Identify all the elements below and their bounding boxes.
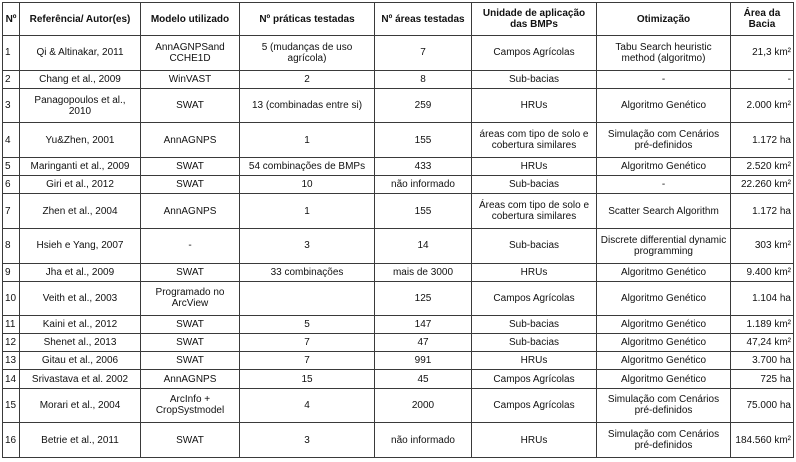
cell-optimization: Scatter Search Algorithm — [597, 194, 731, 229]
cell-practices: 13 (combinadas entre si) — [240, 88, 375, 123]
cell-reference: Shenet al., 2013 — [20, 334, 141, 352]
cell-optimization: - — [597, 70, 731, 88]
table-row — [3, 352, 794, 370]
cell-reference: Zhen et al., 2004 — [20, 194, 141, 229]
cell-model: ArcInfo + CropSystmodel — [141, 388, 240, 423]
cell-areas: não informado — [375, 423, 472, 458]
cell-practices: 1 — [240, 123, 375, 158]
table-row — [3, 70, 794, 88]
col-num-header: Nº — [3, 3, 20, 36]
cell-num: 2 — [3, 70, 20, 88]
table-row — [3, 423, 794, 458]
cell-basin-area: 725 ha — [731, 370, 794, 388]
table-row — [3, 158, 794, 176]
table-row — [3, 228, 794, 263]
cell-num: 15 — [3, 388, 20, 423]
cell-reference: Betrie et al., 2011 — [20, 423, 141, 458]
cell-practices: 1 — [240, 194, 375, 229]
bmp-studies-table — [2, 2, 794, 458]
col-practices-header: Nº práticas testadas — [240, 3, 375, 36]
cell-unit: Áreas com tipo de solo e cobertura similares — [472, 194, 597, 229]
cell-reference: Giri et al., 2012 — [20, 176, 141, 194]
table-row — [3, 123, 794, 158]
cell-basin-area: 3.700 ha — [731, 352, 794, 370]
cell-unit: Sub-bacias — [472, 316, 597, 334]
cell-unit: áreas com tipo de solo e cobertura similares — [472, 123, 597, 158]
cell-basin-area: 2.000 km² — [731, 88, 794, 123]
cell-areas: 14 — [375, 228, 472, 263]
table-row — [3, 370, 794, 388]
table-row — [3, 388, 794, 423]
cell-num: 1 — [3, 36, 20, 71]
cell-basin-area: 1.172 ha — [731, 123, 794, 158]
cell-num: 11 — [3, 316, 20, 334]
cell-model: SWAT — [141, 334, 240, 352]
cell-reference: Gitau et al., 2006 — [20, 352, 141, 370]
cell-areas: mais de 3000 — [375, 263, 472, 281]
cell-reference: Morari et al., 2004 — [20, 388, 141, 423]
table-row — [3, 36, 794, 71]
cell-unit: Sub-bacias — [472, 70, 597, 88]
cell-areas: 259 — [375, 88, 472, 123]
cell-unit: HRUs — [472, 158, 597, 176]
cell-unit: Campos Agrícolas — [472, 281, 597, 316]
cell-basin-area: 303 km² — [731, 228, 794, 263]
cell-optimization: Tabu Search heuristic method (algoritmo) — [597, 36, 731, 71]
cell-optimization: - — [597, 176, 731, 194]
cell-unit: HRUs — [472, 263, 597, 281]
cell-areas: 155 — [375, 194, 472, 229]
cell-unit: Campos Agrícolas — [472, 36, 597, 71]
cell-areas: 991 — [375, 352, 472, 370]
cell-model: SWAT — [141, 423, 240, 458]
table-row — [3, 316, 794, 334]
cell-num: 13 — [3, 352, 20, 370]
cell-optimization: Simulação com Cenários pré-definidos — [597, 388, 731, 423]
cell-basin-area: 1.104 ha — [731, 281, 794, 316]
cell-areas: 147 — [375, 316, 472, 334]
cell-num: 14 — [3, 370, 20, 388]
cell-unit: HRUs — [472, 352, 597, 370]
cell-basin-area: 22.260 km² — [731, 176, 794, 194]
table-row — [3, 176, 794, 194]
cell-reference: Hsieh e Yang, 2007 — [20, 228, 141, 263]
cell-areas: 8 — [375, 70, 472, 88]
col-optimization-header: Otimização — [597, 3, 731, 36]
cell-practices: 3 — [240, 423, 375, 458]
cell-model: Programado no ArcView — [141, 281, 240, 316]
cell-model: AnnAGNPS — [141, 194, 240, 229]
cell-unit: HRUs — [472, 88, 597, 123]
cell-num: 8 — [3, 228, 20, 263]
cell-optimization: Algoritmo Genético — [597, 334, 731, 352]
cell-reference: Panagopoulos et al., 2010 — [20, 88, 141, 123]
cell-model: SWAT — [141, 352, 240, 370]
cell-model: - — [141, 228, 240, 263]
cell-areas: 7 — [375, 36, 472, 71]
cell-num: 7 — [3, 194, 20, 229]
cell-optimization: Algoritmo Genético — [597, 281, 731, 316]
cell-practices — [240, 281, 375, 316]
cell-basin-area: 1.189 km² — [731, 316, 794, 334]
cell-practices: 33 combinações — [240, 263, 375, 281]
table-row — [3, 263, 794, 281]
cell-optimization: Algoritmo Genético — [597, 352, 731, 370]
col-reference-header: Referência/ Autor(es) — [20, 3, 141, 36]
cell-model: SWAT — [141, 88, 240, 123]
cell-areas: 2000 — [375, 388, 472, 423]
cell-areas: 45 — [375, 370, 472, 388]
cell-unit: Campos Agrícolas — [472, 370, 597, 388]
cell-reference: Yu&Zhen, 2001 — [20, 123, 141, 158]
cell-optimization: Algoritmo Genético — [597, 316, 731, 334]
table-row — [3, 194, 794, 229]
cell-practices: 15 — [240, 370, 375, 388]
cell-optimization: Algoritmo Genético — [597, 88, 731, 123]
cell-num: 5 — [3, 158, 20, 176]
cell-areas: 433 — [375, 158, 472, 176]
cell-unit: HRUs — [472, 423, 597, 458]
cell-num: 4 — [3, 123, 20, 158]
cell-model: SWAT — [141, 263, 240, 281]
cell-model: SWAT — [141, 316, 240, 334]
col-basin-area-header: Área da Bacia — [731, 3, 794, 36]
cell-practices: 3 — [240, 228, 375, 263]
table-row — [3, 281, 794, 316]
cell-model: SWAT — [141, 176, 240, 194]
cell-model: AnnAGNPS — [141, 370, 240, 388]
cell-areas: não informado — [375, 176, 472, 194]
cell-practices: 5 (mudanças de uso agrícola) — [240, 36, 375, 71]
cell-basin-area: 2.520 km² — [731, 158, 794, 176]
cell-num: 3 — [3, 88, 20, 123]
cell-reference: Chang et al., 2009 — [20, 70, 141, 88]
cell-model: WinVAST — [141, 70, 240, 88]
cell-practices: 10 — [240, 176, 375, 194]
col-areas-header: Nº áreas testadas — [375, 3, 472, 36]
cell-practices: 2 — [240, 70, 375, 88]
cell-reference: Jha et al., 2009 — [20, 263, 141, 281]
cell-basin-area: 21,3 km² — [731, 36, 794, 71]
header-row — [3, 3, 794, 36]
col-model-header: Modelo utilizado — [141, 3, 240, 36]
cell-num: 6 — [3, 176, 20, 194]
cell-basin-area: 75.000 ha — [731, 388, 794, 423]
cell-model: AnnAGNPSand CCHE1D — [141, 36, 240, 71]
cell-basin-area: 9.400 km² — [731, 263, 794, 281]
table-row — [3, 88, 794, 123]
cell-unit: Sub-bacias — [472, 334, 597, 352]
cell-practices: 54 combinações de BMPs — [240, 158, 375, 176]
cell-optimization: Discrete differential dynamic programming — [597, 228, 731, 263]
cell-unit: Sub-bacias — [472, 176, 597, 194]
cell-optimization: Algoritmo Genético — [597, 370, 731, 388]
cell-optimization: Algoritmo Genético — [597, 158, 731, 176]
cell-practices: 7 — [240, 352, 375, 370]
cell-basin-area: 1.172 ha — [731, 194, 794, 229]
cell-model: SWAT — [141, 158, 240, 176]
cell-areas: 125 — [375, 281, 472, 316]
cell-areas: 155 — [375, 123, 472, 158]
cell-optimization: Simulação com Cenários pré-definidos — [597, 123, 731, 158]
cell-reference: Kaini et al., 2012 — [20, 316, 141, 334]
cell-practices: 7 — [240, 334, 375, 352]
cell-unit: Campos Agrícolas — [472, 388, 597, 423]
cell-reference: Srivastava et al. 2002 — [20, 370, 141, 388]
cell-optimization: Simulação com Cenários pré-definidos — [597, 423, 731, 458]
cell-areas: 47 — [375, 334, 472, 352]
cell-reference: Maringanti et al., 2009 — [20, 158, 141, 176]
cell-practices: 5 — [240, 316, 375, 334]
col-unit-header: Unidade de aplicação das BMPs — [472, 3, 597, 36]
cell-reference: Qi & Altinakar, 2011 — [20, 36, 141, 71]
cell-unit: Sub-bacias — [472, 228, 597, 263]
table-row — [3, 334, 794, 352]
cell-num: 10 — [3, 281, 20, 316]
cell-basin-area: - — [731, 70, 794, 88]
cell-practices: 4 — [240, 388, 375, 423]
cell-reference: Veith et al., 2003 — [20, 281, 141, 316]
cell-num: 16 — [3, 423, 20, 458]
cell-basin-area: 184.560 km² — [731, 423, 794, 458]
cell-optimization: Algoritmo Genético — [597, 263, 731, 281]
cell-basin-area: 47,24 km² — [731, 334, 794, 352]
cell-num: 9 — [3, 263, 20, 281]
cell-model: AnnAGNPS — [141, 123, 240, 158]
cell-num: 12 — [3, 334, 20, 352]
